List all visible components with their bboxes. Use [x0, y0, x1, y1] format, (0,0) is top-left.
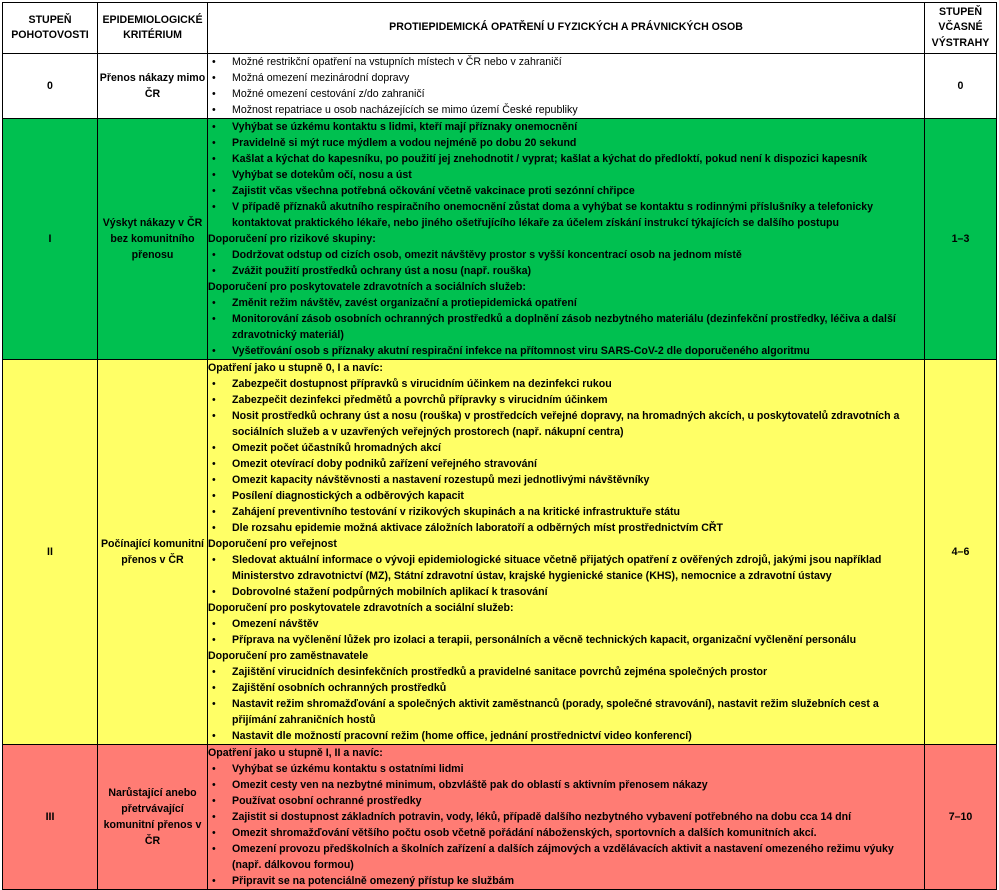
- stage-cell: 0: [3, 54, 98, 119]
- list-item: • Vyhýbat se úzkému kontaktu s ostatními lidmi: [208, 761, 924, 777]
- measures-subheading: Doporučení pro rizikové skupiny:: [208, 233, 376, 245]
- measures-cell: [208, 745, 925, 890]
- list-item: • Omezit shromažďování většího počtu osob včetně pořádání náboženských, sportovních a dalších komunitních akcí.: [208, 825, 924, 841]
- list-item: • Změnit režim návštěv, zavést organizační a protiepidemická opatření: [208, 295, 924, 311]
- measures-subheading: Opatření jako u stupně 0, I a navíc:: [208, 362, 383, 374]
- table-row-stage-2: [3, 360, 997, 745]
- measures-subheading: Doporučení pro veřejnost: [208, 538, 337, 550]
- list-item: • Zajistit včas všechna potřebná očkování včetně vakcinace proti sezónní chřipce: [208, 183, 924, 199]
- list-item: • Zvážit použití prostředků ochrany úst a nosu (např. rouška): [208, 263, 924, 279]
- list-item: • Posílení diagnostických a odběrových kapacit: [208, 488, 924, 504]
- measures-list: [208, 119, 924, 231]
- measures-list: [208, 54, 924, 118]
- list-item: • Nastavit dle možností pracovní režim (home office, jednání prostřednictví video konferencí): [208, 728, 924, 744]
- measures-subheading: Opatření jako u stupně I, II a navíc:: [208, 747, 383, 759]
- list-item: • Připravit se na potenciálně omezený přístup ke službám: [208, 873, 924, 889]
- table-row-stage-0: [3, 54, 997, 119]
- list-item: • Monitorování zásob osobních ochranných prostředků a doplnění zásob nezbytného materiálu (dezinfekční prostředky, léčiva a další zdravotnický materiál): [208, 311, 924, 343]
- measures-subheading: Doporučení pro poskytovatele zdravotních a sociálních služeb:: [208, 281, 526, 293]
- alert-cell: 4–6: [925, 360, 997, 745]
- header-criterion: EPIDEMIOLOGICKÉ KRITÉRIUM: [98, 3, 208, 54]
- list-item: • V případě příznaků akutního respiračního onemocnění zůstat doma a vyhýbat se kontaktu s rodinnými příslušníky a telefonicky kontaktovat praktického lékaře, nebo jiného ošetřujícího lékaře za účelem získání instrukcí týkajících se dalšího postupu: [208, 199, 924, 231]
- criterion-cell: Přenos nákazy mimo ČR: [98, 54, 208, 119]
- header-measures: PROTIEPIDEMICKÁ OPATŘENÍ U FYZICKÝCH A PRÁVNICKÝCH OSOB: [208, 3, 925, 54]
- list-item: • Sledovat aktuální informace o vývoji epidemiologické situace včetně přijatých opatření z ověřených zdrojů, jakými jsou například Ministerstvo zdravotnictví (MZ), Státní zdravotní ústav, krajské hygienické stanice (KHS), nemocnice a zdravotní ústavy: [208, 552, 924, 584]
- header-row: [3, 3, 997, 54]
- alert-level-table: [2, 2, 997, 890]
- list-item: • Zabezpečit dezinfekci předmětů a povrchů přípravky s virucidním účinkem: [208, 392, 924, 408]
- list-item: • Dobrovolné stažení podpůrných mobilních aplikací k trasování: [208, 584, 924, 600]
- list-item: • Omezit otevírací doby podniků zařízení veřejného stravování: [208, 456, 924, 472]
- list-item: • Pravidelně si mýt ruce mýdlem a vodou nejméně po dobu 20 sekund: [208, 135, 924, 151]
- list-item: • Zajištění virucidních desinfekčních prostředků a pravidelné sanitace povrchů zejména společných prostor: [208, 664, 924, 680]
- measures-cell: [208, 54, 925, 119]
- list-item: • Příprava na vyčlenění lůžek pro izolaci a terapii, personálních a věcně technických kapacit, organizační vyčlenění personálu: [208, 632, 924, 648]
- list-item: • Omezení návštěv: [208, 616, 924, 632]
- measures-list: [208, 616, 924, 648]
- criterion-cell: Počínající komunitní přenos v ČR: [98, 360, 208, 745]
- criterion-cell: Výskyt nákazy v ČR bez komunitního přenosu: [98, 119, 208, 360]
- list-item: • Zabezpečit dostupnost přípravků s virucidním účinkem na dezinfekci rukou: [208, 376, 924, 392]
- list-item: • Dodržovat odstup od cizích osob, omezit návštěvy prostor s vyšší koncentrací osob na jednom místě: [208, 247, 924, 263]
- criterion-cell: Narůstající anebo přetrvávající komunitní přenos v ČR: [98, 745, 208, 890]
- measures-cell: [208, 360, 925, 745]
- stage-cell: III: [3, 745, 98, 890]
- list-item: • Možná omezení mezinárodní dopravy: [208, 70, 924, 86]
- list-item: • Možnost repatriace u osob nacházejících se mimo území České republiky: [208, 102, 924, 118]
- measures-list: [208, 247, 924, 279]
- stage-cell: II: [3, 360, 98, 745]
- list-item: • Zahájení preventivního testování v rizikových skupinách a na kritické infrastruktuře státu: [208, 504, 924, 520]
- list-item: • Používat osobní ochranné prostředky: [208, 793, 924, 809]
- list-item: • Vyhýbat se dotekům očí, nosu a úst: [208, 167, 924, 183]
- table-row-stage-1: [3, 119, 997, 360]
- alert-cell: 7–10: [925, 745, 997, 890]
- header-alert: STUPEŇ VČASNÉ VÝSTRAHY: [925, 3, 997, 54]
- list-item: • Omezení provozu předškolních a školních zařízení a dalších zájmových a vzdělávacích aktivit a nastavení omezeného režimu výuky (např. dálkovou formou): [208, 841, 924, 873]
- list-item: • Možné restrikční opatření na vstupních místech v ČR nebo v zahraničí: [208, 54, 924, 70]
- header-stage: STUPEŇ POHOTOVOSTI: [3, 3, 98, 54]
- measures-list: [208, 552, 924, 600]
- measures-subheading: Doporučení pro poskytovatele zdravotních a sociální služeb:: [208, 602, 514, 614]
- list-item: • Vyšetřování osob s příznaky akutní respirační infekce na přítomnost viru SARS-CoV-2 dle doporučeného algoritmu: [208, 343, 924, 359]
- list-item: • Dle rozsahu epidemie možná aktivace záložních laboratoří a odběrných míst prostřednictvím CŘT: [208, 520, 924, 536]
- list-item: • Nastavit režim shromažďování a společných aktivit zaměstnanců (porady, společné stravování), nastavit režim služebních cest a přijímání zahraničních hostů: [208, 696, 924, 728]
- measures-list: [208, 761, 924, 889]
- measures-list: [208, 295, 924, 359]
- list-item: • Zajistit si dostupnost základních potravin, vody, léků, případě dalšího nezbytného vybavení potřebného na dobu cca 14 dní: [208, 809, 924, 825]
- list-item: • Možné omezení cestování z/do zahraničí: [208, 86, 924, 102]
- list-item: • Kašlat a kýchat do kapesníku, po použití jej znehodnotit / vyprat; kašlat a kýchat do předloktí, pokud není k dispozici kapesník: [208, 151, 924, 167]
- stage-cell: I: [3, 119, 98, 360]
- alert-cell: 0: [925, 54, 997, 119]
- measures-list: [208, 376, 924, 536]
- list-item: • Nosit prostředků ochrany úst a nosu (rouška) v prostředcích veřejné dopravy, na hromadných akcích, u poskytovatelů zdravotních a sociálních služeb a v uzavřených veřejných prostorech (např. nákupní centra): [208, 408, 924, 440]
- measures-cell: [208, 119, 925, 360]
- list-item: • Omezit počet účastníků hromadných akcí: [208, 440, 924, 456]
- alert-cell: 1–3: [925, 119, 997, 360]
- table-row-stage-3: [3, 745, 997, 890]
- list-item: • Zajištění osobních ochranných prostředků: [208, 680, 924, 696]
- measures-subheading: Doporučení pro zaměstnavatele: [208, 650, 369, 662]
- list-item: • Omezit cesty ven na nezbytné minimum, obzvláště pak do oblastí s aktivním přenosem nákazy: [208, 777, 924, 793]
- list-item: • Vyhýbat se úzkému kontaktu s lidmi, kteří mají příznaky onemocnění: [208, 119, 924, 135]
- measures-list: [208, 664, 924, 744]
- list-item: • Omezit kapacity návštěvnosti a nastavení rozestupů mezi jednotlivými návštěvníky: [208, 472, 924, 488]
